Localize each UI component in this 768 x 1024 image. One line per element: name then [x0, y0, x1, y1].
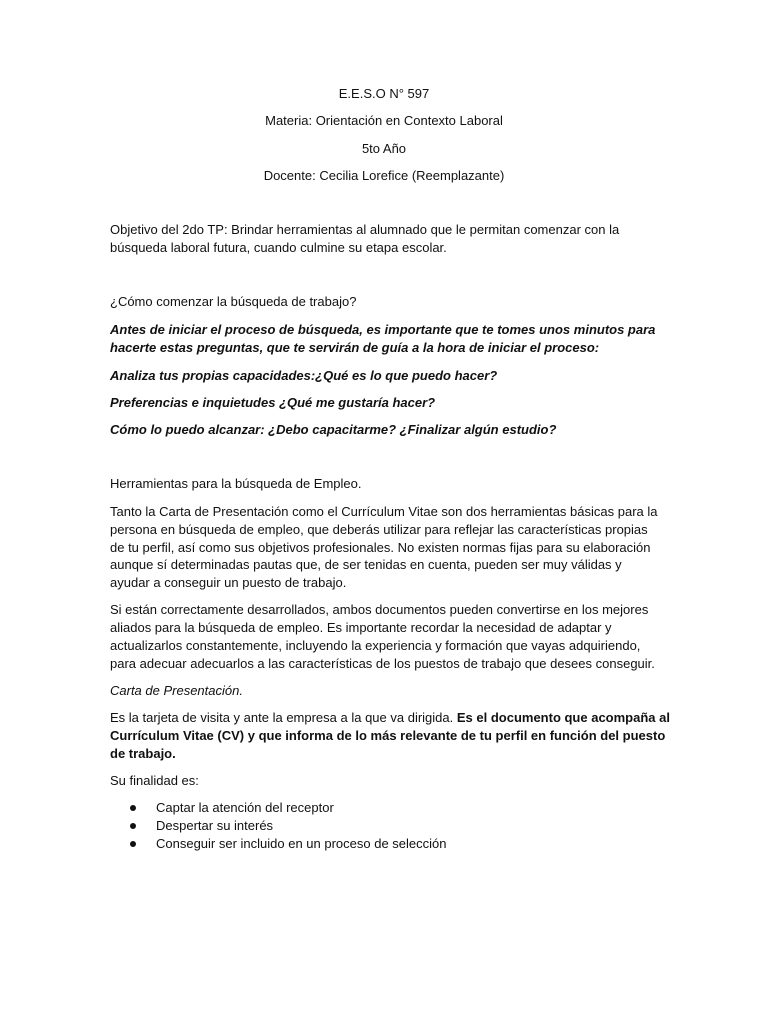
objective-line-1: Objetivo del 2do TP: Brindar herramientas al alumnado que le permitan comenzar con la	[110, 222, 620, 237]
p2-line-3: actualizarlos constantemente, incluyendo la experiencia y formación que vayas adquiriendo,	[110, 638, 641, 653]
p3-line-3: de trabajo.	[110, 746, 176, 761]
bullet-dot-icon	[130, 823, 136, 829]
section1-intro-line-1: Antes de iniciar el proceso de búsqueda, es importante que te tomes unos minutos para	[110, 322, 656, 337]
p1-line-2: persona en búsqueda de empleo, que deberás utilizar para reflejar las características propias	[110, 522, 648, 537]
p2-line-4: para adecuar adecuarlos a las características de los puestos de trabajo que desees conseguir.	[110, 656, 655, 671]
section2-subtitle: Carta de Presentación.	[110, 683, 243, 698]
purpose-line: Su finalidad es:	[110, 773, 199, 788]
subject-line: Materia: Orientación en Contexto Laboral	[265, 113, 503, 128]
section1-intro-line-2: hacerte estas preguntas, que te servirán de guía a la hora de iniciar el proceso:	[110, 340, 600, 355]
question-1: Analiza tus propias capacidades:¿Qué es lo que puedo hacer?	[110, 368, 498, 383]
p3-line-1-bold: Es el documento que acompaña al	[456, 710, 670, 725]
p3-line-1-normal: Es la tarjeta de visita y ante la empresa a la que va dirigida.	[110, 710, 457, 725]
objective-line-2: búsqueda laboral futura, cuando culmine su etapa escolar.	[110, 240, 447, 255]
list-item: Captar la atención del receptor	[156, 800, 334, 815]
p2-line-2: aliados para la búsqueda de empleo. Es importante recordar la necesidad de adaptar y	[110, 620, 612, 635]
year-line: 5to Año	[361, 141, 407, 156]
list-item: Conseguir ser incluido en un proceso de selección	[156, 836, 447, 851]
school-name: E.E.S.O N° 597	[338, 86, 430, 101]
bullet-dot-icon	[130, 805, 136, 811]
p3-line-1	[110, 709, 670, 727]
p1-line-4: aunque sí determinadas pautas que, de ser tenidas en cuenta, pueden ser muy válidas y	[110, 557, 622, 572]
question-3: Cómo lo puedo alcanzar: ¿Debo capacitarme? ¿Finalizar algún estudio?	[110, 422, 557, 437]
p1-line-1: Tanto la Carta de Presentación como el Currículum Vitae son dos herramientas básicas para la	[110, 504, 658, 519]
p3-line-2: Currículum Vitae (CV) y que informa de lo más relevante de tu perfil en función del puesto	[110, 728, 666, 743]
p1-line-5: ayudar a conseguir un puesto de trabajo.	[110, 575, 347, 590]
teacher-line: Docente: Cecilia Lorefice (Reemplazante)	[263, 168, 505, 183]
bullet-dot-icon	[130, 841, 136, 847]
section2-title: Herramientas para la búsqueda de Empleo.	[110, 476, 362, 491]
section1-title: ¿Cómo comenzar la búsqueda de trabajo?	[110, 294, 357, 309]
list-item: Despertar su interés	[156, 818, 274, 833]
p1-line-3: de tu perfil, así como sus objetivos profesionales. No existen normas fijas para su elaboración	[110, 540, 651, 555]
question-2: Preferencias e inquietudes ¿Qué me gustaría hacer?	[110, 395, 436, 410]
p2-line-1: Si están correctamente desarrollados, ambos documentos pueden convertirse en los mejores	[110, 602, 649, 617]
